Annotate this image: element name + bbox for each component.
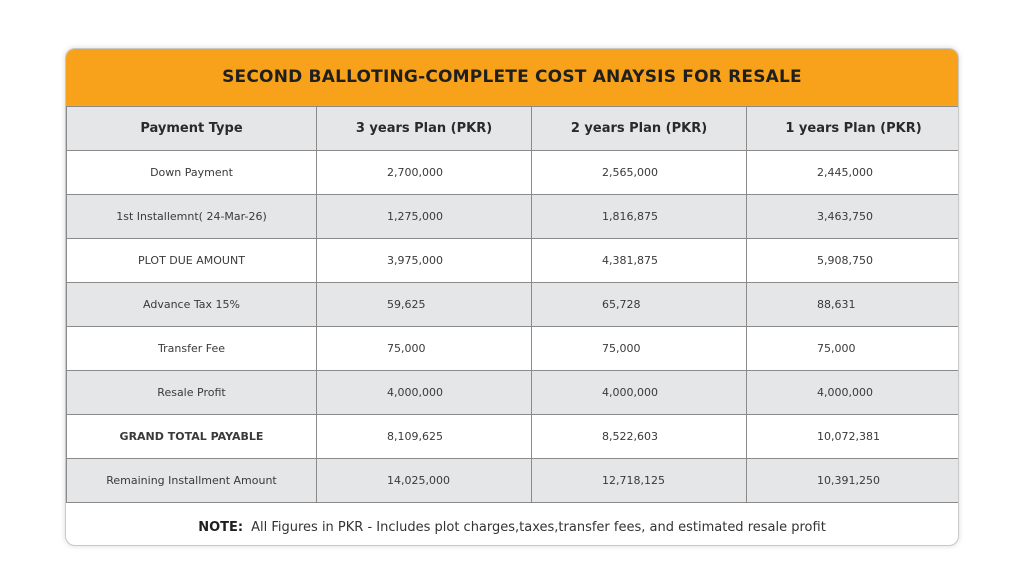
value-3yr: 75,000 xyxy=(387,342,426,355)
value-2yr: 75,000 xyxy=(602,342,641,355)
table-row xyxy=(67,371,960,415)
table-row xyxy=(67,327,960,371)
row-label: Down Payment xyxy=(150,166,233,179)
table-row xyxy=(67,283,960,327)
title-bar xyxy=(66,49,958,106)
cost-analysis-card xyxy=(65,48,959,546)
table-header-row xyxy=(67,107,960,151)
table-title: SECOND BALLOTING-COMPLETE COST ANAYSIS FOR RESALE xyxy=(222,67,802,87)
value-3yr: 8,109,625 xyxy=(387,430,443,443)
value-3yr: 3,975,000 xyxy=(387,254,443,267)
note-label: NOTE: xyxy=(198,519,244,535)
value-2yr: 2,565,000 xyxy=(602,166,658,179)
value-2yr: 12,718,125 xyxy=(602,474,665,487)
header-3-years: 3 years Plan (PKR) xyxy=(317,107,532,151)
row-label: 1st Installemnt( 24-Mar-26) xyxy=(116,210,267,223)
cost-table xyxy=(66,106,959,503)
value-3yr: 1,275,000 xyxy=(387,210,443,223)
value-1yr: 5,908,750 xyxy=(817,254,873,267)
header-payment-type: Payment Type xyxy=(67,107,317,151)
value-3yr: 59,625 xyxy=(387,298,426,311)
row-label: Advance Tax 15% xyxy=(143,298,240,311)
row-label: GRAND TOTAL PAYABLE xyxy=(119,430,264,443)
row-label: PLOT DUE AMOUNT xyxy=(138,254,245,267)
value-1yr: 3,463,750 xyxy=(817,210,873,223)
value-1yr: 2,445,000 xyxy=(817,166,873,179)
table-row-grand-total xyxy=(67,415,960,459)
row-label: Remaining Installment Amount xyxy=(106,474,277,487)
value-3yr: 2,700,000 xyxy=(387,166,443,179)
note-text: All Figures in PKR - Includes plot charges,taxes,transfer fees, and estimated resale profit xyxy=(251,519,826,535)
value-1yr: 88,631 xyxy=(817,298,856,311)
table-row xyxy=(67,151,960,195)
row-label: Resale Profit xyxy=(157,386,226,399)
value-1yr: 75,000 xyxy=(817,342,856,355)
value-3yr: 4,000,000 xyxy=(387,386,443,399)
value-2yr: 1,816,875 xyxy=(602,210,658,223)
table-row xyxy=(67,195,960,239)
value-2yr: 4,000,000 xyxy=(602,386,658,399)
table-row xyxy=(67,459,960,503)
value-2yr: 65,728 xyxy=(602,298,641,311)
header-2-years: 2 years Plan (PKR) xyxy=(532,107,747,151)
value-3yr: 14,025,000 xyxy=(387,474,450,487)
value-2yr: 8,522,603 xyxy=(602,430,658,443)
value-1yr: 4,000,000 xyxy=(817,386,873,399)
value-1yr: 10,391,250 xyxy=(817,474,880,487)
value-1yr: 10,072,381 xyxy=(817,430,880,443)
row-label: Transfer Fee xyxy=(158,342,225,355)
table-row xyxy=(67,239,960,283)
header-1-year: 1 years Plan (PKR) xyxy=(747,107,960,151)
value-2yr: 4,381,875 xyxy=(602,254,658,267)
footnote xyxy=(66,503,958,546)
